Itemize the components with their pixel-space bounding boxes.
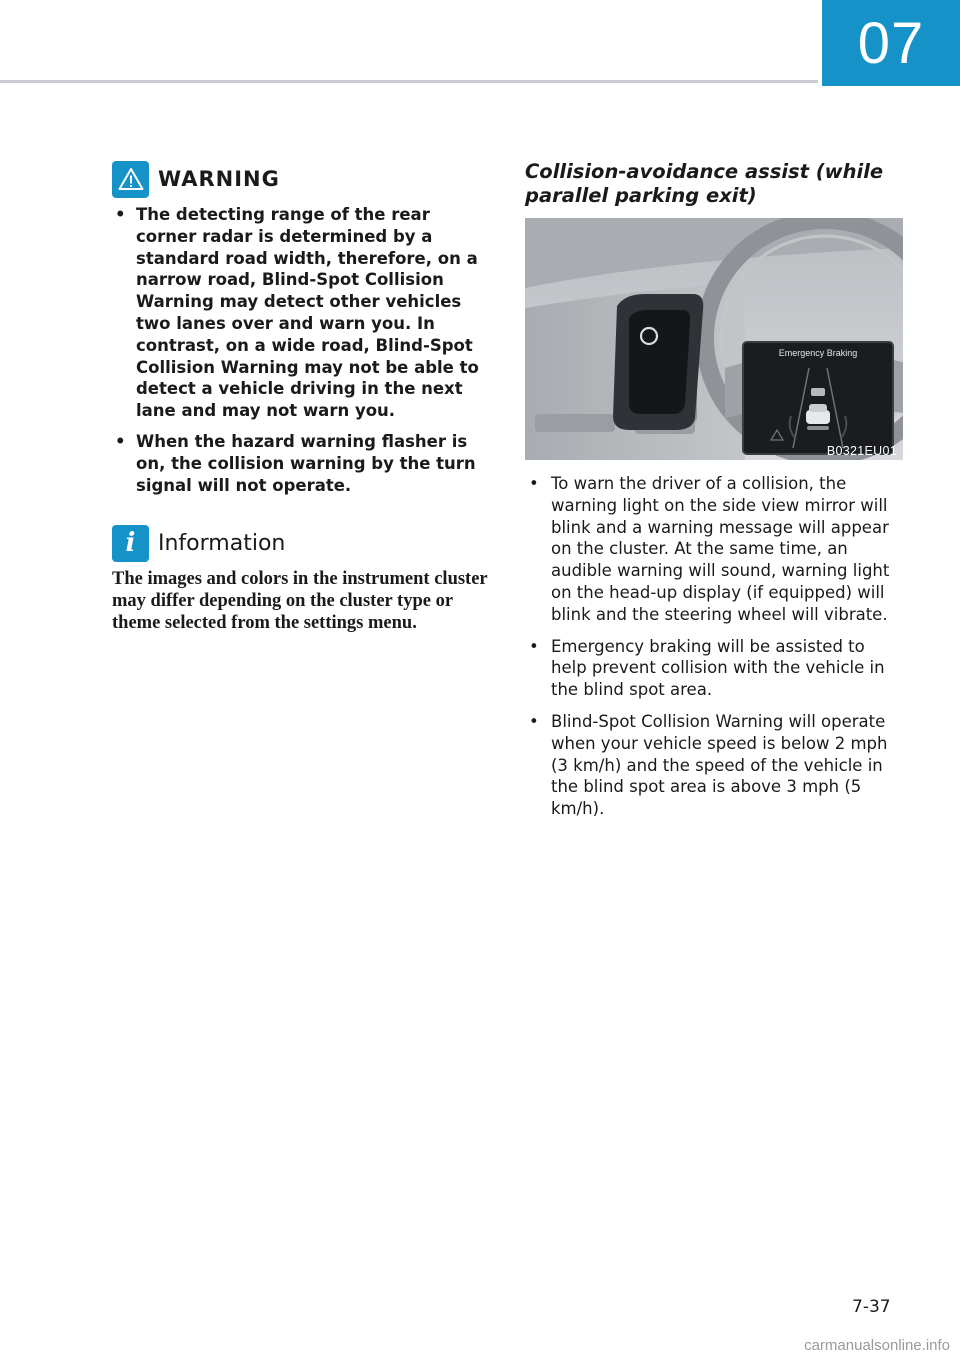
dashboard-drawing <box>525 218 903 460</box>
info-icon: i <box>112 525 149 562</box>
cluster-message: Emergency Braking <box>778 348 858 358</box>
left-column <box>112 160 492 634</box>
warning-header <box>112 160 492 198</box>
section-title: Collision-avoidance assist (while parallel parking exit) <box>525 160 884 207</box>
section-list <box>525 473 903 820</box>
information-text: The images and colors in the instrument cluster may differ depending on the cluster type or theme selected from the settings menu. <box>112 569 488 634</box>
cluster-illustration <box>525 218 903 460</box>
page-number: 7-37 <box>852 1297 891 1317</box>
warning-list <box>112 204 492 496</box>
warning-title: WARNING <box>158 167 280 191</box>
figure-code: B0321EU01 <box>826 444 897 458</box>
chapter-number-tab: 07 <box>822 0 960 86</box>
list-item: • Emergency braking will be assisted to help prevent collision with the vehicle in the blind spot area. <box>525 636 903 701</box>
information-header <box>112 524 492 562</box>
watermark: carmanualsonline.info <box>804 1337 950 1354</box>
warning-item: • When the hazard warning flasher is on, the collision warning by the turn signal will not operate. <box>112 431 492 496</box>
warning-triangle-icon <box>112 161 149 198</box>
warning-item: • The detecting range of the rear corner radar is determined by a standard road width, therefore, on a narrow road, Blind-Spot Collision Warning may detect other vehicles two lanes over and warn you. In contrast, on a wide road, Blind-Spot Collision Warning may not be able to detect a vehicle driving in the next lane and may not warn you. <box>112 204 492 422</box>
right-column <box>525 160 903 830</box>
list-item: • To warn the driver of a collision, the warning light on the side view mirror will blink and a warning message will appear on the cluster. At the same time, an audible warning will sound, warning light on the head-up display (if equipped) will blink and the steering wheel will vibrate. <box>525 473 903 626</box>
list-item: • Blind-Spot Collision Warning will operate when your vehicle speed is below 2 mph (3 km/h) and the speed of the vehicle in the blind spot area is above 3 mph (5 km/h). <box>525 711 903 820</box>
header-rule <box>0 80 818 83</box>
information-title: Information <box>158 530 286 556</box>
